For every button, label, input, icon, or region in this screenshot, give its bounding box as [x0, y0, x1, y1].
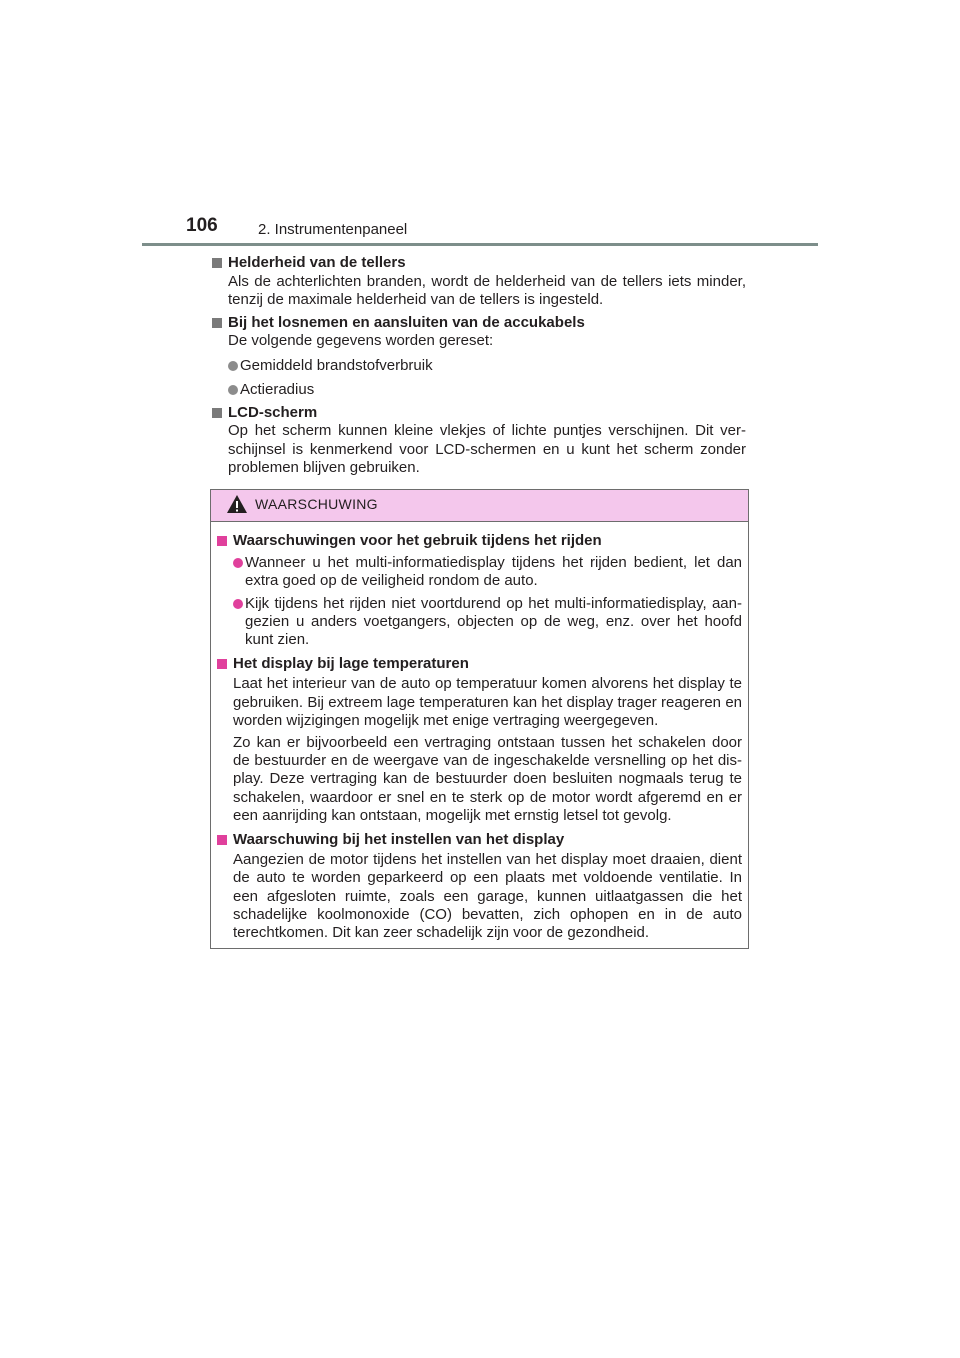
section-heading: [212, 254, 746, 273]
list-item: [212, 381, 746, 400]
list-item: [212, 357, 746, 376]
section-heading-text: Helderheid van de tellers: [228, 254, 406, 271]
header-rule: [142, 243, 818, 246]
square-bullet-icon: [217, 659, 227, 669]
list-item: [217, 595, 742, 650]
list-item-text: Gemiddeld brandstofverbruik: [240, 356, 433, 374]
warning-section-heading: [217, 532, 742, 550]
list-item: [217, 554, 742, 590]
section-heading: [212, 314, 746, 333]
warning-paragraph: Laat het interieur van de auto op temperatuur komen alvorens het display te gebruiken. Bij extreem lage temperaturen kan het display trager reageren en worden wijzigingen mogelijk met enige vertraging weergegeven.: [233, 675, 742, 729]
section-heading-text: LCD-scherm: [228, 403, 318, 421]
warning-label: WAARSCHUWING: [255, 496, 378, 512]
section-heading-text: Waarschuwingen voor het gebruik tijdens het rijden: [233, 532, 602, 549]
warning-box: [210, 489, 749, 949]
square-bullet-icon: [212, 408, 222, 418]
list-item-text: Wanneer u het multi-informatiedisplay tijdens het rijden bedient, let dan extra goed op de veiligheid rondom de auto.: [245, 554, 742, 590]
square-bullet-icon: [212, 258, 222, 268]
section-body: De volgende gegevens worden gereset:: [228, 332, 494, 349]
round-bullet-icon: [233, 558, 243, 568]
warning-paragraph: Aangezien de motor tijdens het instellen van het display moet draaien, dient de auto te worden geparkeerd op een plaats met voldoende ventilatie. In een afgesloten ruimte, zoals een garage, kunnen uitlaatgassen die het schadelijke koolmonoxide (CO) bevatten, zich ophopen en in de auto terechtkomen. Dit kan zeer schadelijk zijn voor de gezondheid.: [233, 851, 742, 942]
warning-section-heading: [217, 831, 742, 849]
warning-triangle-icon: [226, 494, 248, 514]
list-item-text: Kijk tijdens het rijden niet voortdurend op het multi-informatiedisplay, aan-gezien u anders voetgangers, objecten op de weg, enz. over het hoofd kunt zien.: [245, 594, 742, 649]
warning-body: [211, 522, 748, 942]
section-body: Op het scherm kunnen kleine vlekjes of lichte puntjes verschijnen. Dit ver-schijnsel is kenmerkend voor LCD-schermen en u kunt het scherm zonder problemen blijven gebruiken.: [228, 422, 746, 476]
section-body: Als de achterlichten branden, wordt de helderheid van de tellers iets minder, tenzij de maximale helderheid van de tellers is ingesteld.: [228, 272, 746, 308]
round-bullet-icon: [228, 385, 238, 395]
section-heading-text: Het display bij lage temperaturen: [233, 655, 469, 673]
page-number: 106: [186, 215, 218, 236]
square-bullet-icon: [212, 318, 222, 328]
main-content: [212, 254, 746, 478]
square-bullet-icon: [217, 536, 227, 546]
round-bullet-icon: [233, 599, 243, 609]
section-heading-text: Bij het losnemen en aansluiten van de accukabels: [228, 313, 585, 331]
warning-section-heading: [217, 655, 742, 673]
square-bullet-icon: [217, 835, 227, 845]
warning-header: [211, 490, 748, 522]
section-heading-text: Waarschuwing bij het instellen van het display: [233, 831, 565, 849]
section-heading: [212, 404, 746, 423]
round-bullet-icon: [228, 361, 238, 371]
chapter-title: 2. Instrumentenpaneel: [258, 221, 408, 238]
list-item-text: Actieradius: [240, 381, 315, 398]
warning-paragraph: Zo kan er bijvoorbeeld een vertraging ontstaan tussen het schakelen door de bestuurder en de weergave van de ingeschakelde versnelling op het dis-play. Deze vertraging kan de bestuurder doen besluiten nogmaals terug te schakelen, waardoor er snel en te sterk op de motor wordt afgeremd en er een aanrijding kan ontstaan, mogelijk met ernstig letsel tot gevolg.: [233, 734, 742, 824]
